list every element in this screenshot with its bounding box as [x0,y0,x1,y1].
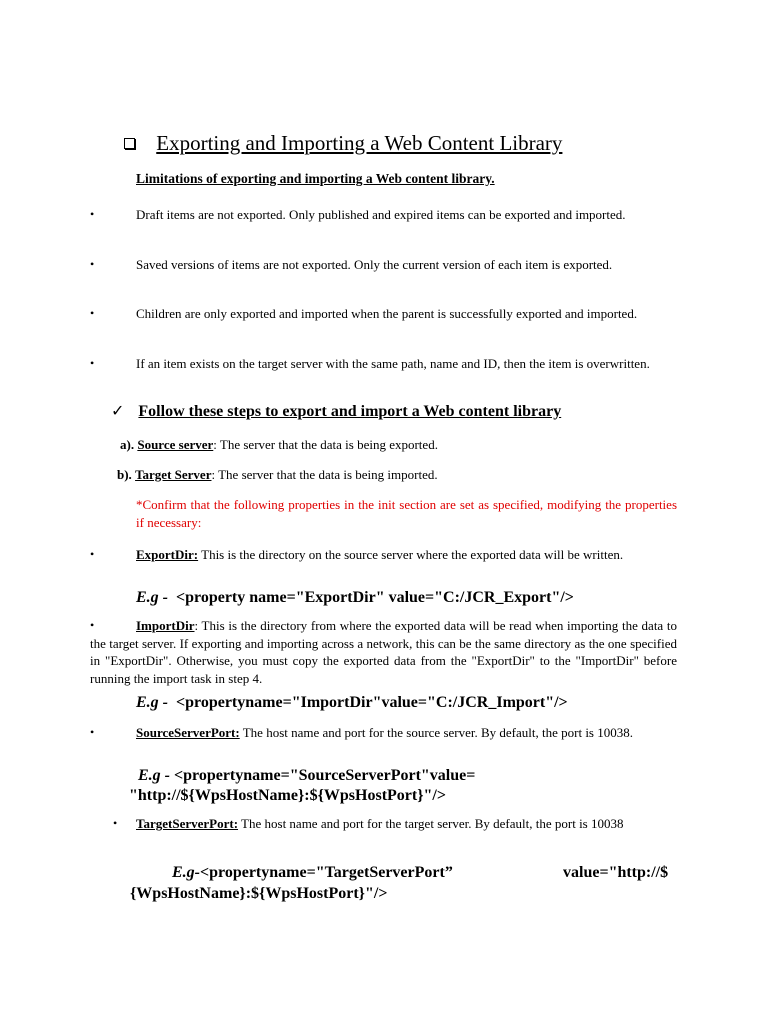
property-text: : This is the directory from where the exported data will be read when importing the data to the target server. If exporting and importing across a network, this can be the same directory as the one specified in "ExportDir". Otherwise, you must copy the exported data from the "ExportDir" to the "ImportDir" before running the import task in step 4. [90,618,677,686]
example-targetserverport-line2: {WpsHostName}:${WpsHostPort}"/> [130,885,388,902]
bullet-icon: • [90,618,95,632]
property-text: The host name and port for the target server. By default, the port is 10038 [238,816,624,831]
example-targetserverport-value: value="http://$ [563,864,669,881]
example-prefix: E.g - [136,589,168,606]
bullet-icon: • [90,725,95,739]
example-code: <propertyname="TargetServerPort” [200,864,453,881]
definition-term: Target Server [135,467,212,482]
example-exportdir [136,589,574,607]
definition-prefix: b). [117,467,132,482]
property-text: This is the directory on the source server where the exported data will be written. [198,547,624,562]
limitations-heading: Limitations of exporting and importing a Web content library. [136,171,495,186]
definition-target-server [117,467,438,483]
checkmark-icon: ✓ [111,403,125,420]
property-key: ImportDir [136,618,195,633]
property-text: The host name and port for the source server. By default, the port is 10038. [239,725,633,740]
main-heading [124,131,562,156]
limitation-text: Draft items are not exported. Only published and expired items can be exported and imported. [136,207,626,222]
bullet-icon: • [90,306,95,320]
bullet-icon: • [90,356,95,370]
example-sourceserverport [138,767,475,785]
example-prefix: E.g - [136,694,168,711]
definition-term: Source server [137,437,214,452]
bullet-icon: • [90,547,95,561]
steps-heading [111,401,561,421]
example-prefix: E.g- [172,864,200,881]
property-item-sourceserverport [90,724,677,742]
example-importdir [136,694,568,712]
example-code: <property name="ExportDir" value="C:/JCR_Export"/> [176,589,574,606]
definition-source-server [120,437,438,453]
example-code: <propertyname="SourceServerPort"value= [174,767,476,784]
example-prefix: E.g - [138,767,170,784]
property-key: TargetServerPort: [136,816,239,831]
limitation-item [90,355,677,373]
bullet-icon: • [113,816,118,830]
confirm-note: *Confirm that the following properties in the init section are set as specified, modifying the properties if necessary: [136,497,677,530]
bullet-icon: • [90,257,95,271]
property-item-exportdir [90,546,677,564]
definition-prefix: a). [120,437,135,452]
definition-text: : The server that the data is being imported. [211,467,438,482]
property-key: ExportDir: [136,547,199,562]
limitation-item [90,305,677,323]
limitation-item [90,256,677,274]
checkbox-bullet-icon [124,138,135,149]
example-targetserverport [172,864,453,882]
property-item-importdir [90,617,677,687]
limitation-text: If an item exists on the target server with the same path, name and ID, then the item is overwritten. [136,356,650,371]
example-code: <propertyname="ImportDir"value="C:/JCR_Import"/> [176,694,568,711]
property-item-targetserverport [136,815,677,833]
limitation-text: Saved versions of items are not exported. Only the current version of each item is exported. [136,257,613,272]
bullet-icon: • [90,207,95,221]
property-key: SourceServerPort: [136,725,240,740]
limitation-item [90,206,677,224]
definition-text: : The server that the data is being exported. [213,437,438,452]
example-sourceserverport-line2: "http://${WpsHostName}:${WpsHostPort}"/> [129,787,446,804]
main-heading-text: Exporting and Importing a Web Content Library [156,131,563,155]
steps-heading-text: Follow these steps to export and import a Web content library [138,403,562,420]
limitation-text: Children are only exported and imported when the parent is successfully exported and imported. [136,306,638,321]
